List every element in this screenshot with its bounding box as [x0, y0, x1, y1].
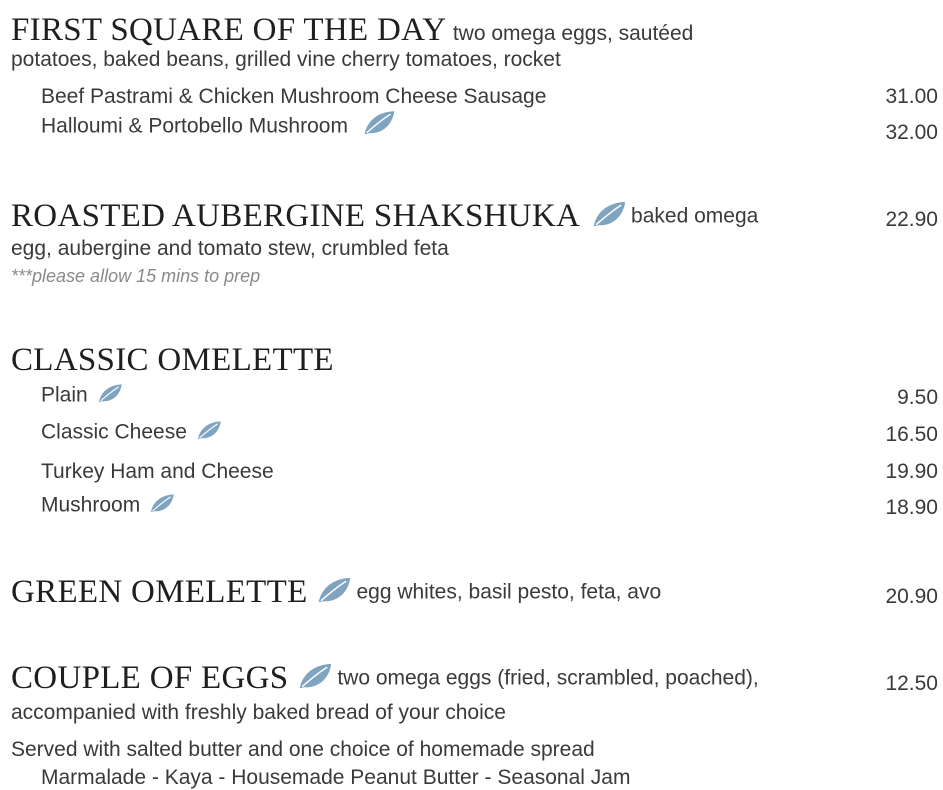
price-turkey-ham: 19.90 — [885, 460, 938, 483]
price-beef-pastrami: 31.00 — [885, 85, 938, 108]
section-description: two omega eggs (fried, scrambled, poached), — [337, 666, 759, 690]
price-couple-of-eggs: 12.50 — [885, 672, 938, 695]
section-title-classic-omelette: CLASSIC OMELETTE — [11, 342, 334, 378]
price-green-omelette: 20.90 — [885, 585, 938, 608]
section-shakshuka — [11, 198, 758, 235]
leaf-icon — [316, 575, 352, 606]
leaf-icon — [149, 492, 175, 515]
section-description: baked omega — [631, 204, 759, 228]
leaf-icon — [591, 199, 627, 230]
section-couple-of-eggs — [11, 660, 759, 697]
menu-item-plain — [41, 383, 123, 407]
item-label: Mushroom — [41, 493, 141, 517]
menu-item-beef-pastrami: Beef Pastrami & Chicken Mushroom Cheese Sausage — [41, 85, 547, 108]
menu-item-halloumi — [41, 114, 396, 138]
spread-options: Marmalade - Kaya - Housemade Peanut Butter - Seasonal Jam — [41, 766, 631, 789]
section-description-continued: potatoes, baked beans, grilled vine cherry tomatoes, rocket — [11, 48, 561, 71]
section-description: two omega eggs, sautéed — [452, 22, 694, 45]
price-plain: 9.50 — [897, 386, 938, 409]
section-title: FIRST SQUARE OF THE DAY — [11, 12, 447, 48]
menu-item-classic-cheese — [41, 420, 222, 444]
leaf-icon — [97, 382, 123, 405]
section-green-omelette — [11, 574, 661, 611]
price-classic-cheese: 16.50 — [885, 423, 938, 446]
price-mushroom: 18.90 — [885, 496, 938, 519]
served-with-text: Served with salted butter and one choice of homemade spread — [11, 738, 595, 761]
prep-note: ***please allow 15 mins to prep — [11, 266, 261, 286]
leaf-icon — [362, 108, 396, 138]
price-shakshuka: 22.90 — [885, 208, 938, 231]
section-first-square — [11, 12, 693, 49]
section-description-continued: accompanied with freshly baked bread of your choice — [11, 701, 506, 724]
section-title: COUPLE OF EGGS — [11, 660, 289, 696]
item-label: Halloumi & Portobello Mushroom — [41, 114, 348, 138]
section-title: GREEN OMELETTE — [11, 574, 308, 610]
section-title: ROASTED AUBERGINE SHAKSHUKA — [11, 198, 581, 234]
menu-item-turkey-ham: Turkey Ham and Cheese — [41, 460, 274, 483]
item-label: Classic Cheese — [41, 420, 187, 444]
leaf-icon — [297, 661, 333, 692]
leaf-icon — [196, 419, 222, 442]
section-description: egg whites, basil pesto, feta, avo — [356, 580, 662, 604]
price-halloumi: 32.00 — [885, 121, 938, 144]
menu-item-mushroom — [41, 493, 175, 517]
item-label: Plain — [41, 383, 88, 407]
section-description-continued: egg, aubergine and tomato stew, crumbled feta — [11, 237, 449, 260]
